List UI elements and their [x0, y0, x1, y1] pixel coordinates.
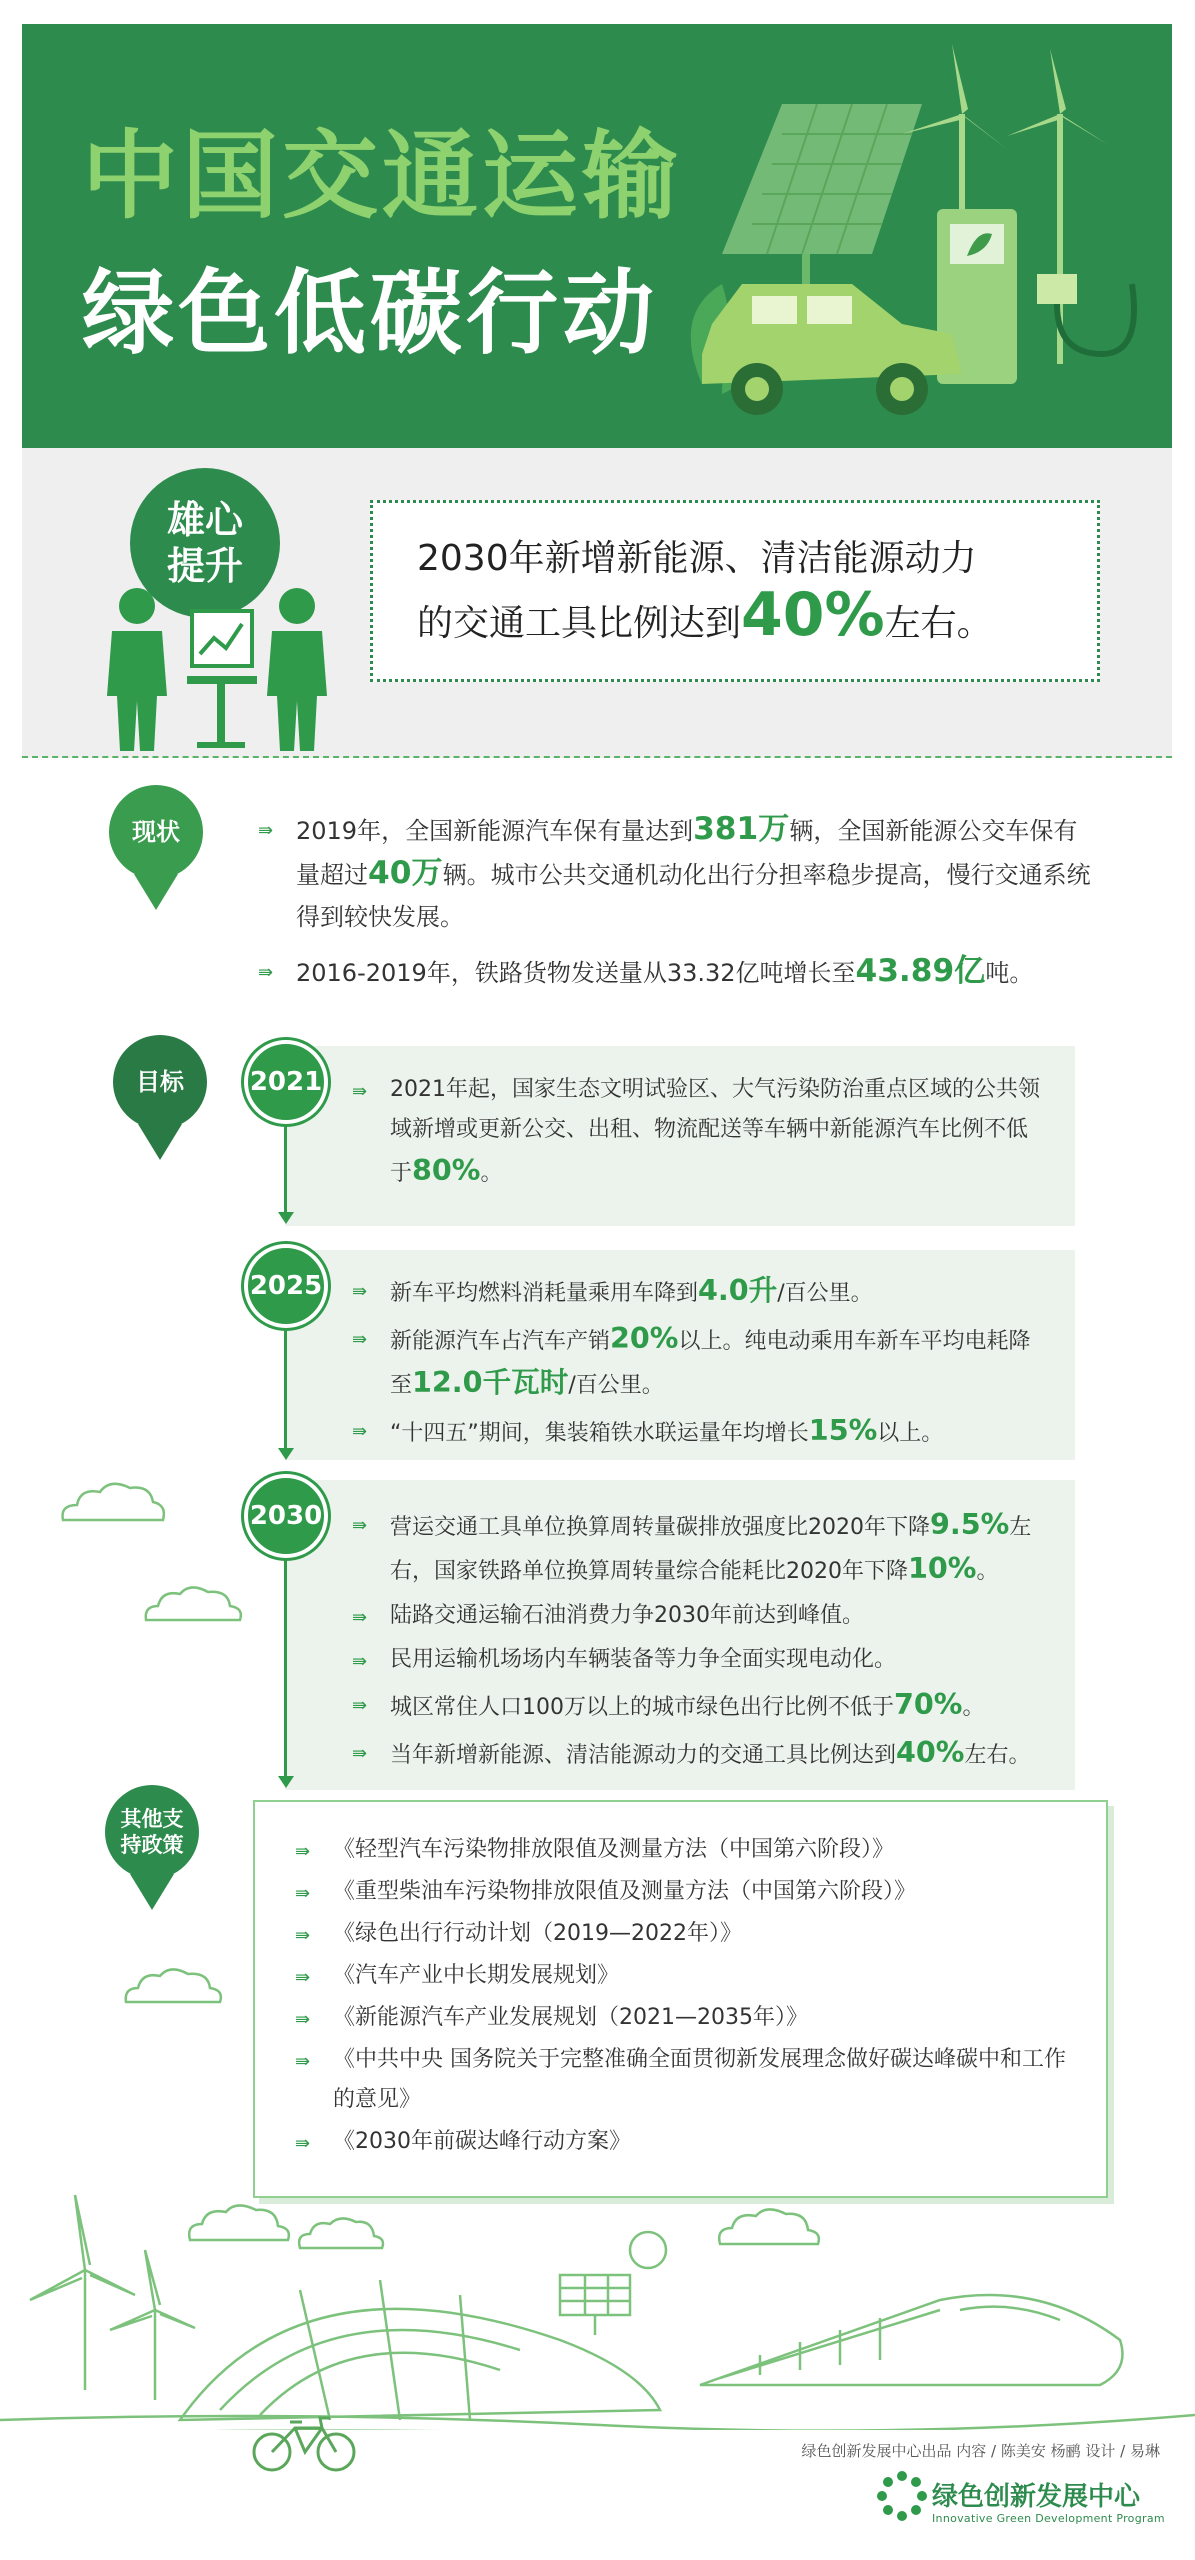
- target-text: 2021年起，国家生态文明试验区、大气污染防治重点区域的公共领域新增或更新公交、出租、物流配送等车辆中新能源汽车比例不低于: [390, 1077, 1040, 1186]
- target-text: 新能源汽车占汽车产销: [390, 1329, 611, 1354]
- policy-title: 《2030年前碳达峰行动方案》: [333, 2129, 631, 2154]
- target-value: 12.0千瓦时: [412, 1365, 569, 1399]
- high-speed-train-icon: [700, 2295, 1123, 2385]
- target-badge: 目标: [108, 1030, 212, 1134]
- target-item: [352, 1270, 1042, 1314]
- ambition-badge-line2: 提升: [166, 544, 243, 588]
- target-value: 70%: [894, 1687, 963, 1721]
- target-item: [352, 1684, 1042, 1728]
- target-value: 4.0升: [698, 1273, 778, 1307]
- policy-title: 《汽车产业中长期发展规划》: [333, 1963, 620, 1988]
- target-text: 以上。: [877, 1421, 944, 1446]
- policy-title: 《绿色出行行动计划（2019—2022年）》: [333, 1921, 742, 1946]
- timeline-arrow: [278, 1212, 294, 1224]
- dome-building-icon: [180, 2309, 660, 2420]
- goal-box: [370, 500, 1100, 682]
- status-value: 381万: [693, 811, 790, 847]
- cloud-icon: [140, 1578, 250, 1628]
- solar-panel-icon: [722, 104, 922, 314]
- policy-pin: [100, 1780, 204, 1914]
- policy-badge-line1: 其他支: [120, 1807, 184, 1831]
- status-item: [258, 808, 1098, 938]
- arrow-icon: ⇛: [352, 1421, 368, 1442]
- policy-title: 《中共中央 国务院关于完整准确全面贯彻新发展理念做好碳达峰碳中和工作的意见》: [333, 2047, 1066, 2112]
- organization-name: 绿色创新发展中心: [932, 2482, 1141, 2512]
- target-text: 陆路交通运输石油消费力争2030年前达到峰值。: [390, 1603, 864, 1628]
- arrow-icon: ⇛: [295, 1841, 311, 1862]
- target-value: 15%: [808, 1413, 878, 1447]
- status-item: [258, 950, 1098, 994]
- policy-item: [295, 1830, 1066, 1870]
- year-list-2025: [352, 1270, 1042, 1458]
- target-text: /百公里。: [777, 1281, 873, 1306]
- arrow-icon: ⇛: [352, 1081, 368, 1102]
- policy-item: [295, 2122, 1066, 2162]
- policy-item: [295, 1872, 1066, 1912]
- status-text: 辆，全国新能源公交车保有量超过: [296, 817, 1078, 889]
- goal-line-2: [417, 580, 1053, 652]
- arrow-icon: ⇛: [352, 1651, 368, 1672]
- meeting-people-icon: [92, 576, 352, 751]
- goal-value: 40%: [741, 580, 885, 650]
- arrow-icon: ⇛: [352, 1743, 368, 1764]
- year-circle-2025: 2025: [244, 1244, 328, 1328]
- timeline-arrow: [278, 1776, 294, 1788]
- arrow-icon: ⇛: [295, 2051, 311, 2072]
- timeline-line: [284, 1554, 287, 1778]
- arrow-icon: ⇛: [258, 962, 274, 983]
- pin-tip: [130, 1874, 174, 1910]
- solar-panel-icon: [560, 2275, 630, 2335]
- target-item: [352, 1640, 1042, 1680]
- footer-credits: 绿色创新发展中心出品 内容 / 陈美安 杨鹂 设计 / 易琳: [801, 2442, 1160, 2460]
- pin-tip: [138, 1124, 182, 1160]
- year-list-2021: [352, 1070, 1042, 1198]
- policy-list: [253, 1800, 1108, 2198]
- goal-line-1: 2030年新增新能源、清洁能源动力: [417, 538, 977, 579]
- policy-badge-line2: 持政策: [120, 1833, 184, 1857]
- year-list-2030: [352, 1504, 1042, 1780]
- policy-title: 《轻型汽车污染物排放限值及测量方法（中国第六阶段）》: [333, 1837, 895, 1862]
- policy-item: [295, 1914, 1066, 1954]
- arrow-icon: ⇛: [295, 1925, 311, 1946]
- goal-line-2-tail: 左右。: [884, 603, 993, 644]
- cloud-icon: [189, 2205, 289, 2240]
- policy-item: [295, 2040, 1066, 2120]
- timeline-arrow: [278, 1448, 294, 1460]
- arrow-icon: ⇛: [295, 2133, 311, 2154]
- arrow-icon: ⇛: [352, 1515, 368, 1536]
- target-value: 80%: [412, 1153, 481, 1187]
- status-value: 40万: [368, 855, 443, 891]
- target-item: [352, 1070, 1042, 1194]
- target-pin: [108, 1030, 212, 1164]
- ambition-section: [22, 448, 1172, 758]
- cloud-icon: [299, 2218, 383, 2248]
- year-circle-2021: 2021: [244, 1040, 328, 1124]
- organization-name-english: Innovative Green Development Program: [932, 2512, 1165, 2525]
- target-text: “十四五”期间，集装箱铁水联运量年均增长: [390, 1421, 809, 1446]
- target-value: 40%: [896, 1735, 965, 1769]
- arrow-icon: ⇛: [352, 1607, 368, 1628]
- bottom-landscape-illustration: [0, 2170, 1195, 2430]
- title-line-2: 绿色低碳行动: [82, 260, 659, 367]
- status-text: 吨。: [985, 959, 1034, 987]
- target-text: 城区常住人口100万以上的城市绿色出行比例不低于: [390, 1695, 894, 1720]
- target-item: [352, 1318, 1042, 1406]
- target-item: [352, 1410, 1042, 1454]
- arrow-icon: ⇛: [352, 1329, 368, 1350]
- sun-icon: [630, 2232, 666, 2268]
- arrow-icon: ⇛: [295, 1883, 311, 1904]
- arrow-icon: ⇛: [352, 1695, 368, 1716]
- bicycle-icon: [250, 2410, 360, 2475]
- target-item: [352, 1596, 1042, 1636]
- title-line-1: 中国交通运输: [82, 120, 682, 232]
- target-value: 20%: [610, 1321, 679, 1355]
- target-text: 左右。: [964, 1743, 1031, 1768]
- arrow-icon: ⇛: [258, 820, 274, 841]
- goal-line-2-text: 的交通工具比例达到: [417, 603, 742, 644]
- organization-logo-icon: [876, 2470, 928, 2522]
- status-list: [258, 808, 1098, 1006]
- cloud-icon: [719, 2209, 819, 2244]
- status-text: 辆。城市公共交通机动化出行分担率稳步提高，慢行交通系统得到较快发展。: [296, 861, 1091, 931]
- policy-title: 《重型柴油车污染物排放限值及测量方法（中国第六阶段）》: [333, 1879, 917, 1904]
- target-text: 以上。纯电动乘用车新车平均电耗降至: [390, 1329, 1031, 1398]
- target-text: 。: [962, 1695, 985, 1720]
- arrow-icon: ⇛: [295, 2009, 311, 2030]
- target-text: 当年新增新能源、清洁能源动力的交通工具比例达到: [390, 1743, 897, 1768]
- target-text: 。: [976, 1559, 999, 1584]
- cloud-icon: [120, 1960, 230, 2010]
- timeline-line: [284, 1120, 287, 1214]
- target-text: 。: [480, 1161, 503, 1186]
- ambition-badge-line1: 雄心: [166, 498, 243, 542]
- cloud-icon: [55, 1470, 175, 1530]
- target-value: 10%: [908, 1551, 977, 1585]
- status-badge: 现状: [104, 780, 208, 884]
- arrow-icon: ⇛: [352, 1281, 368, 1302]
- policy-badge: [100, 1780, 204, 1884]
- status-pin: [104, 780, 208, 914]
- car-icon: [702, 284, 962, 415]
- policy-title: 《新能源汽车产业发展规划（2021—2035年）》: [333, 2005, 808, 2030]
- policy-item: [295, 1956, 1066, 1996]
- charging-station-icon: [937, 209, 1134, 384]
- target-text: 营运交通工具单位换算周转量碳排放强度比2020年下降: [390, 1515, 930, 1540]
- target-text: 左右，国家铁路单位换算周转量综合能耗比2020年下降: [390, 1515, 1032, 1584]
- status-text: 2016-2019年，铁路货物发送量从33.32亿吨增长至: [296, 959, 856, 987]
- year-circle-2030: 2030: [244, 1474, 328, 1558]
- status-value: 43.89亿: [855, 953, 986, 989]
- arrow-icon: ⇛: [295, 1967, 311, 1988]
- target-text: 新车平均燃料消耗量乘用车降到: [390, 1281, 699, 1306]
- target-text: 民用运输机场场内车辆装备等力争全面实现电动化。: [390, 1647, 897, 1672]
- timeline-line: [284, 1324, 287, 1450]
- wind-turbine-icon: [30, 2195, 195, 2400]
- policy-item: [295, 1998, 1066, 2038]
- target-text: /百公里。: [568, 1373, 664, 1398]
- target-item: [352, 1732, 1042, 1776]
- status-text: 2019年，全国新能源汽车保有量达到: [296, 817, 694, 845]
- target-item: [352, 1504, 1042, 1592]
- pin-tip: [134, 874, 178, 910]
- target-value: 9.5%: [930, 1507, 1010, 1541]
- header-banner: [22, 24, 1172, 448]
